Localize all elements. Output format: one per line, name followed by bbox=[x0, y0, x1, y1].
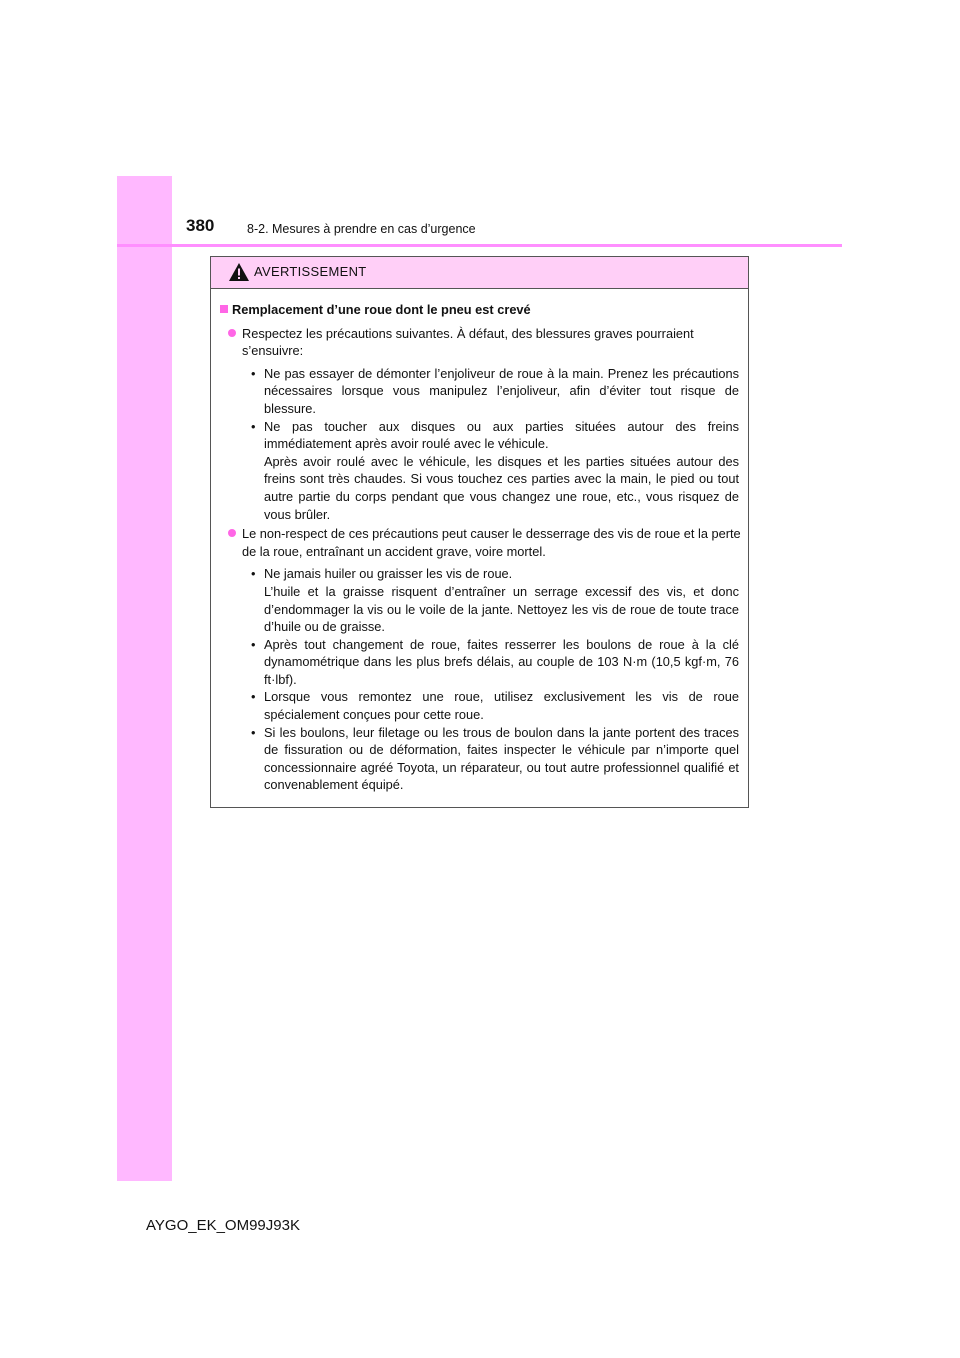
bullet-item bbox=[251, 565, 739, 635]
bullet-text bbox=[264, 724, 739, 794]
bullet-paragraph: Ne pas essayer de démonter l’enjoliveur de roue à la main. Prenez les précautions nécessaires lorsque vous manipulez l’enjoliveur, afin d’éviter tout risque de blessure. bbox=[264, 365, 739, 416]
circle-bullet-icon bbox=[228, 329, 236, 337]
section-title: 8-2. Mesures à prendre en cas d’urgence bbox=[247, 222, 476, 236]
bullet-text bbox=[264, 636, 739, 689]
warning-title: AVERTISSEMENT bbox=[254, 264, 367, 279]
bullet-item bbox=[251, 636, 739, 689]
bullet-paragraph: Après tout changement de roue, faites resserrer les boulons de roue à la clé dynamométrique dans les plus brefs délais, au couple de 103 N·m (10,5 kgf·m, 76 ft·lbf). bbox=[264, 636, 739, 687]
bullet-paragraph: Si les boulons, leur filetage ou les trous de boulon dans la jante portent des traces de fissuration ou de déformation, faites inspecter le véhicule par n’importe quel concessionnaire agréé Toyota, un réparateur, ou tout autre professionnel qualifié et convenablement équipé. bbox=[264, 724, 739, 793]
bullet-text bbox=[264, 418, 739, 524]
header-divider bbox=[117, 244, 842, 247]
bullet-dot-icon: • bbox=[251, 566, 256, 582]
bullet-dot-icon: • bbox=[251, 418, 256, 434]
bullet-item bbox=[251, 418, 739, 524]
bullet-text bbox=[264, 565, 739, 635]
bullet-list bbox=[219, 565, 742, 794]
bullet-dot-icon: • bbox=[251, 365, 256, 381]
warning-header bbox=[211, 257, 748, 289]
bullet-paragraph: Après avoir roulé avec le véhicule, les disques et les parties situées autour des freins sont très chaudes. Si vous touchez ces parties avec la main, le pied ou tout autre partie du corps pendant que vous changez une roue, etc., vous risquez de vous brûler. bbox=[264, 453, 739, 522]
warning-item bbox=[219, 325, 742, 360]
bullet-paragraph: Ne jamais huiler ou graisser les vis de roue. bbox=[264, 566, 513, 582]
footer-manual-code: AYGO_EK_OM99J93K bbox=[146, 1217, 300, 1234]
bullet-item bbox=[251, 365, 739, 418]
warning-item-text: Respectez les précautions suivantes. À défaut, des blessures graves pourraient s’ensuivre: bbox=[242, 325, 694, 359]
warning-item bbox=[219, 525, 742, 560]
bullet-paragraph: L’huile et la graisse risquent d’entraîner un serrage excessif des vis, et donc d’endommager la vis ou le voile de la jante. Nettoyez les vis de roue de toute trace d’huile ou de graisse. bbox=[264, 583, 739, 635]
bullet-item bbox=[251, 724, 739, 794]
warning-box bbox=[210, 256, 749, 808]
bullet-paragraph: Lorsque vous remontez une roue, utilisez exclusivement les vis de roue spécialement conçues pour cette roue. bbox=[264, 689, 739, 723]
bullet-item bbox=[251, 688, 739, 723]
side-tab-bar bbox=[117, 176, 172, 1181]
circle-bullet-icon bbox=[228, 529, 236, 537]
warning-body bbox=[211, 289, 748, 794]
bullet-paragraph: Ne pas toucher aux disques ou aux parties situées autour des freins immédiatement après avoir roulé avec le véhicule. bbox=[264, 418, 739, 452]
bullet-dot-icon: • bbox=[251, 689, 256, 705]
warning-item-text: Le non-respect de ces précautions peut causer le desserrage des vis de roue et la perte de la roue, entraînant un accident grave, voire mortel. bbox=[242, 526, 741, 559]
square-bullet-icon bbox=[220, 305, 228, 313]
bullet-list bbox=[219, 365, 742, 523]
page-number: 380 bbox=[186, 216, 215, 235]
bullet-dot-icon: • bbox=[251, 636, 256, 652]
warning-heading-text: Remplacement d’une roue dont le pneu est crevé bbox=[232, 302, 531, 317]
bullet-text bbox=[264, 688, 739, 723]
warning-heading bbox=[219, 301, 742, 319]
warning-triangle-icon bbox=[228, 262, 250, 282]
bullet-text bbox=[264, 365, 739, 418]
bullet-dot-icon: • bbox=[251, 724, 256, 740]
